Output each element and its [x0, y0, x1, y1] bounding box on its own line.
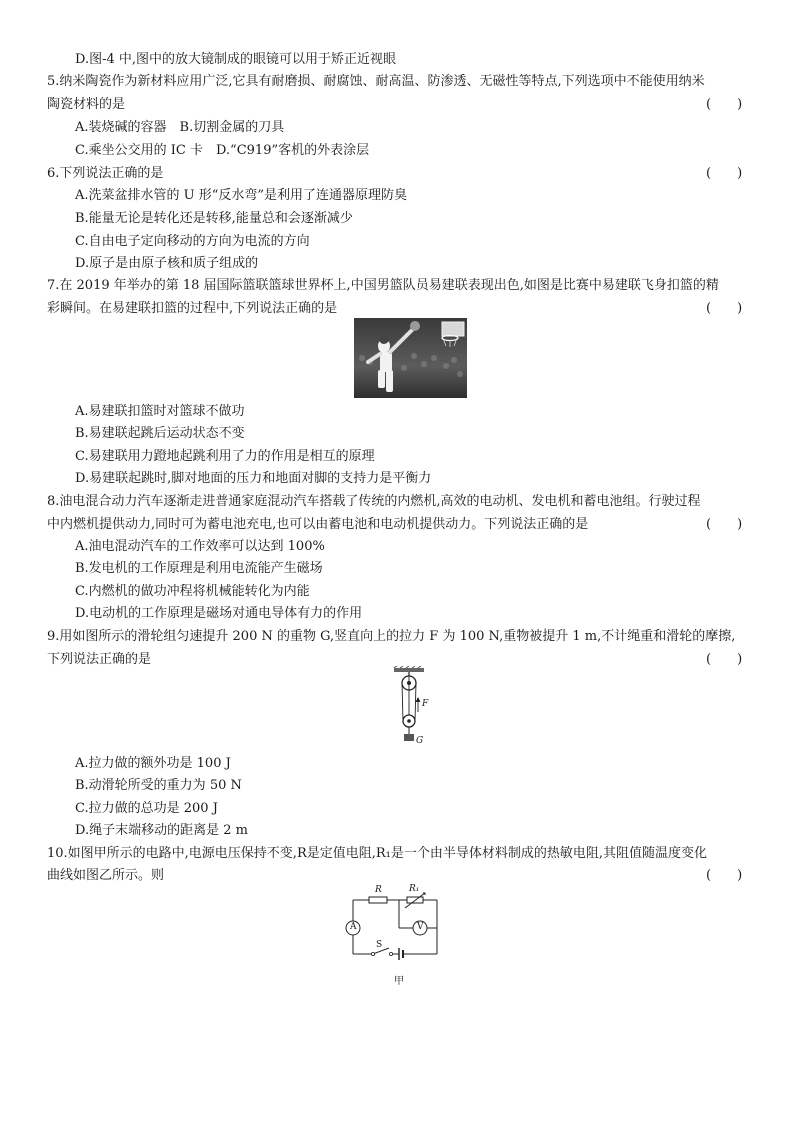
q9-option-b: B.动滑轮所受的重力为 50 N [75, 778, 242, 793]
q5-options-cd: C.乘坐公交用的 IC 卡 D.“C919”客机的外表涂层 [75, 143, 370, 158]
q9-option-d: D.绳子末端移动的距离是 2 m [75, 823, 248, 838]
q7-option-b: B.易建联起跳后运动状态不变 [75, 426, 245, 441]
q6-option-a: A.洗菜盆排水管的 U 形“反水弯”是利用了连通器原理防臭 [75, 188, 408, 203]
q7-stem-line1: 7.在 2019 年举办的第 18 届国际篮联篮球世界杯上,中国男篮队员易建联表现出色,如图是比赛中易建联飞身扣篮的精 [47, 278, 719, 293]
q9-stem-line2: 下列说法正确的是 [47, 652, 152, 667]
q6-option-c: C.自由电子定向移动的方向为电流的方向 [75, 234, 310, 249]
q9-answer-paren: ( ) [706, 652, 743, 667]
circuit-diagram [345, 884, 445, 960]
q6-answer-paren: ( ) [706, 166, 743, 181]
q8-stem-line2: 中内燃机提供动力,同时可为蓄电池充电,也可以由蓄电池和电动机提供动力。下列说法正确的是 [47, 517, 589, 532]
q9-option-a: A.拉力做的额外功是 100 J [75, 756, 231, 771]
q5-answer-paren: ( ) [706, 97, 743, 112]
q4-option-d: D.图-4 中,图中的放大镜制成的眼镜可以用于矫正近视眼 [75, 52, 397, 67]
q6-stem: 6.下列说法正确的是 [47, 166, 164, 181]
q7-option-d: D.易建联起跳时,脚对地面的压力和地面对脚的支持力是平衡力 [75, 471, 432, 486]
pulley-system-figure [388, 666, 438, 752]
q5-stem-line2: 陶瓷材料的是 [47, 97, 126, 112]
q8-option-d: D.电动机的工作原理是磁场对通电导体有力的作用 [75, 606, 363, 621]
q8-option-c: C.内燃机的做功冲程将机械能转化为内能 [75, 584, 310, 599]
q8-option-a: A.油电混动汽车的工作效率可以达到 100% [75, 539, 325, 554]
q7-stem-line2: 彩瞬间。在易建联扣篮的过程中,下列说法正确的是 [47, 301, 338, 316]
q10-stem-line1: 10.如图甲所示的电路中,电源电压保持不变,R是定值电阻,R₁是一个由半导体材料制成的热敏电阻,其阻值随温度变化 [47, 846, 707, 861]
q8-option-b: B.发电机的工作原理是利用电流能产生磁场 [75, 561, 323, 576]
voltmeter-symbol: V [417, 922, 424, 932]
q7-option-c: C.易建联用力蹬地起跳利用了力的作用是相互的原理 [75, 449, 375, 464]
basketball-dunk-photo [354, 318, 467, 398]
thermistor-label: R₁ [409, 884, 420, 894]
q9-stem-line1: 9.用如图所示的滑轮组匀速提升 200 N 的重物 G,竖直向上的拉力 F 为 100 N,重物被提升 1 m,不计绳重和滑轮的摩擦, [47, 629, 736, 644]
force-label: F [422, 699, 429, 709]
q10-answer-paren: ( ) [706, 868, 743, 883]
circuit-figure-caption: 甲 [394, 976, 404, 987]
q7-option-a: A.易建联扣篮时对篮球不做功 [75, 404, 245, 419]
q6-option-d: D.原子是由原子核和质子组成的 [75, 256, 259, 271]
q10-stem-line2: 曲线如图乙所示。则 [47, 868, 165, 883]
weight-label: G [416, 736, 424, 746]
q5-stem-line1: 5.纳米陶瓷作为新材料应用广泛,它具有耐磨损、耐腐蚀、耐高温、防渗透、无磁性等特点,下列选项中不能使用纳米 [47, 74, 705, 89]
q7-answer-paren: ( ) [706, 301, 743, 316]
q8-answer-paren: ( ) [706, 517, 743, 532]
q8-stem-line1: 8.油电混合动力汽车逐渐走进普通家庭混动汽车搭载了传统的内燃机,高效的电动机、发电机和蓄电池组。行驶过程 [47, 494, 701, 509]
ammeter-symbol: A [350, 922, 357, 932]
q9-option-c: C.拉力做的总功是 200 J [75, 801, 218, 816]
q5-options-ab: A.装烧碱的容器 B.切割金属的刀具 [75, 120, 285, 135]
switch-label: S [376, 940, 383, 950]
q6-option-b: B.能量无论是转化还是转移,能量总和会逐渐减少 [75, 211, 353, 226]
resistor-label: R [375, 885, 382, 895]
